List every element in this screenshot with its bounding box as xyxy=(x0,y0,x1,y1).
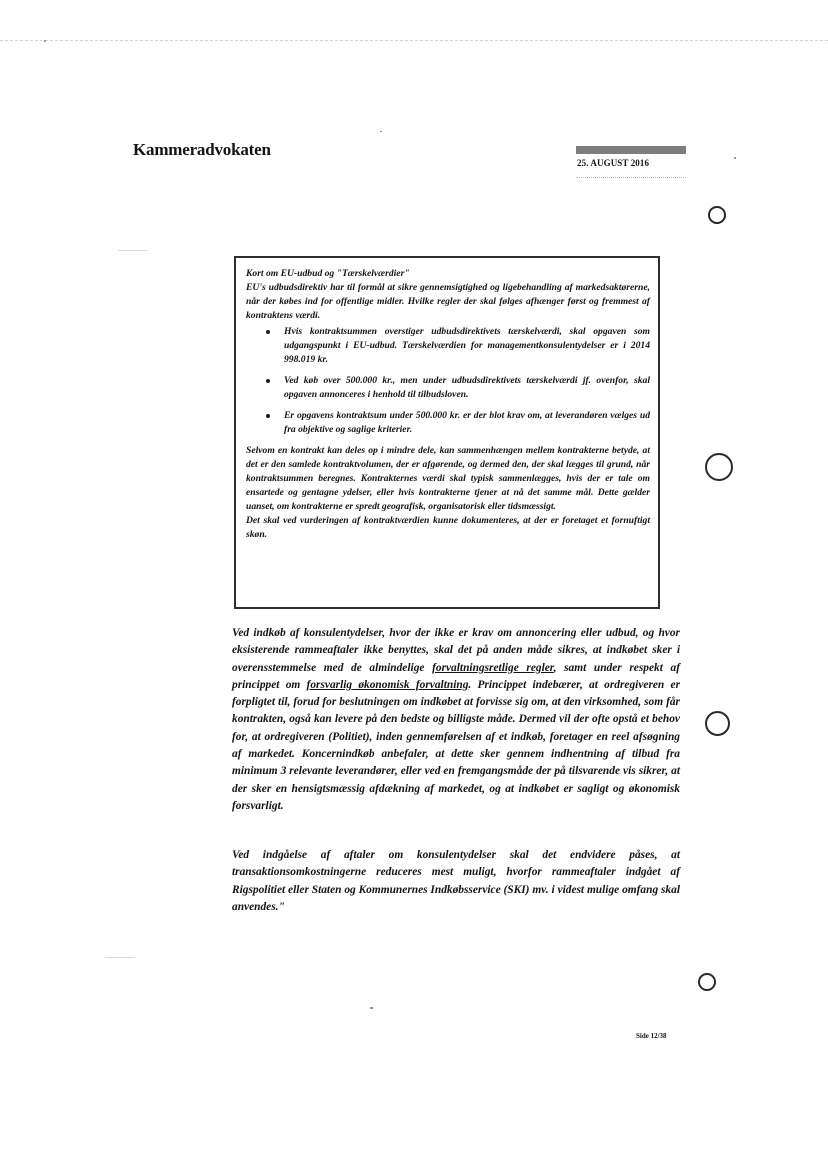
scan-speck xyxy=(734,157,736,159)
scan-speck xyxy=(44,40,46,42)
list-item: Er opgavens kontraktsum under 500.000 kr. er der blot krav om, at leverandøren vælges ud fra objektive og saglige kriterier. xyxy=(284,410,650,435)
punch-hole-icon xyxy=(705,711,730,736)
scan-speck xyxy=(380,131,382,132)
page-number: Side 12/38 xyxy=(636,1032,667,1040)
list-item: Hvis kontraktsummen overstiger udbudsdirektivets tærskelværdi, skal opgaven som udgangspunkt i EU-udbud. Tærskelværdien for managementkonsulentydelser er i 2014 998.019 kr. xyxy=(284,326,650,365)
scan-speck xyxy=(370,1007,373,1009)
info-box xyxy=(234,256,660,609)
list-item: Ved køb over 500.000 kr., men under udbudsdirektivets tærskelværdi jf. ovenfor, skal opgaven annonceres i henhold til tilbudsloven. xyxy=(284,375,650,400)
info-box-paragraph: Selvom en kontrakt kan deles op i mindre dele, kan sammenhængen mellem kontrakterne betyde, at det er den samlede kontraktvolumen, der er afgørende, og dermed den, der skal lægges til grund, når kontraktsummen beregnes. Kontrakternes værdi skal typisk sammenlægges, hvis der er tale om ensartede og gentagne ydelser, eller hvis kontrakterne tjener at nå det samme mål. Dette gælder uanset, om kontrakterne er spredt geografisk, organisatorisk eller tidsmæssigt. xyxy=(246,445,650,512)
info-box-paragraph: Det skal ved vurderingen af kontraktværdien kunne dokumenteres, at der er foretaget et fornuftigt skøn. xyxy=(246,515,650,540)
document-date: 25. AUGUST 2016 xyxy=(577,158,650,168)
link-forvaltningsretlige-regler[interactable]: forvaltningsretlige regler xyxy=(432,661,554,674)
link-forsvarlig-okonomisk-forvaltning[interactable]: forsvarlig økonomisk forvaltning xyxy=(306,678,469,691)
scan-speck xyxy=(118,250,148,251)
punch-hole-icon xyxy=(698,973,716,991)
date-header-bar xyxy=(576,146,686,154)
scan-edge-line xyxy=(0,40,828,41)
brand-name: Kammeradvokaten xyxy=(133,140,271,159)
info-box-intro: EU's udbudsdirektiv har til formål at sikre gennemsigtighed og ligebehandling af markedsaktørerne, når der købes ind for offentlige midler. Hvilke regler der skal følges afhænger først og fremmest af kontraktens værdi. xyxy=(246,282,650,321)
threshold-list xyxy=(246,325,650,437)
info-box-heading: Kort om EU-udbud og "Tærskelværdier" xyxy=(246,268,410,279)
punch-hole-icon xyxy=(708,206,726,224)
body-paragraph: Ved indgåelse af aftaler om konsulentydelser skal det endvidere påses, at transaktionsomkostningerne reduceres mest muligt, hvorfor rammeaftaler indgået af Rigspolitiet eller Staten og Kommunernes Indkøbsservice (SKI) mv. i videst mulige omfang skal anvendes." xyxy=(232,849,680,913)
punch-hole-icon xyxy=(705,453,733,481)
body-paragraph: Ved indkøb af konsulentydelser, hvor der ikke er krav om annoncering eller udbud, og hvor eksisterende rammeaftaler ikke benyttes, skal det på anden måde sikres, at indkøbet sker i overensstemmelse med de almindelige forvaltningsretlige regler, samt under respekt af princippet om forsvarlig økonomisk forvaltning. Princippet indebærer, at ordregiveren er forpligtet til, forud for beslutningen om indkøbet at forvisse sig om, at den virksomhed, som får kontrakten, også kan levere på den bedste og billigste måde. Dermed vil der ofte opstå et behov for, at ordregiveren (Politiet), inden gennemførelsen af et indkøb, foretager en reel afsøgning af markedet. Koncernindkøb anbefaler, at dette sker gennem indhentning af tilbud fra minimum 3 relevante leverandører, eller ved en fremgangsmåde der på tilsvarende vis sikrer, at der sker en hensigtsmæssig afdækning af markedet, og at indkøbet er sagligt og økonomisk forsvarligt. xyxy=(232,627,681,812)
date-underline xyxy=(576,177,686,178)
scan-speck xyxy=(105,957,135,958)
